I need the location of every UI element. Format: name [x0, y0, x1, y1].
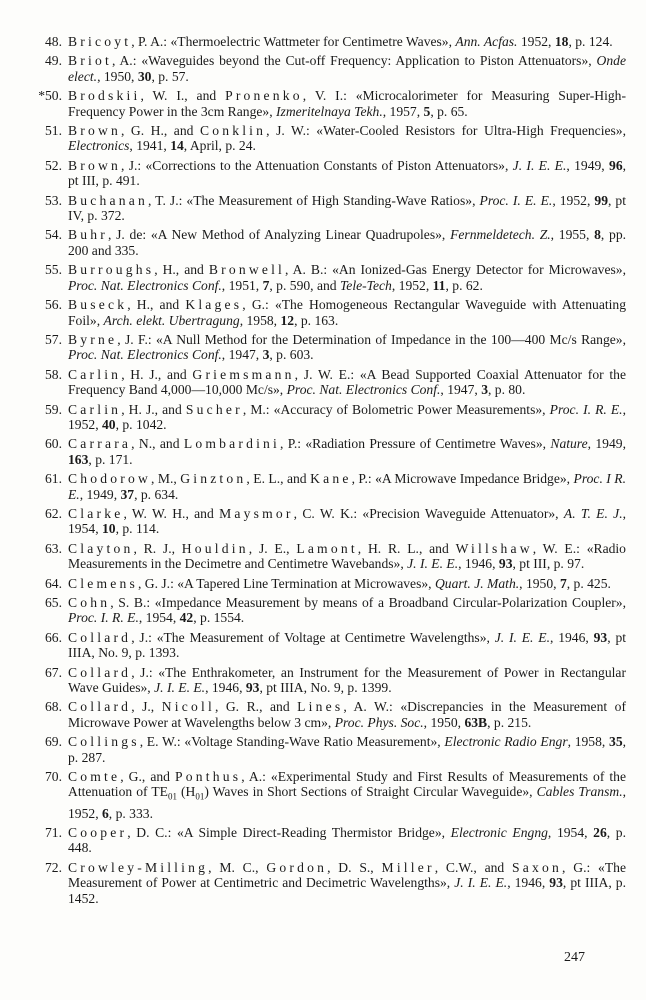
journal-title: Electronic Radio Engr: [444, 734, 568, 750]
author-name: Bronwell: [208, 262, 286, 278]
reference-number: 60.: [45, 436, 62, 452]
author-name: Willshaw: [455, 540, 533, 556]
reference-number: 67.: [45, 664, 62, 680]
volume-number: 26: [593, 825, 607, 840]
volume-number: 14: [170, 138, 184, 154]
author-name: Klages: [185, 297, 243, 313]
reference-segment: , p. 603.: [269, 347, 314, 363]
author-name: Bricoyt: [68, 34, 132, 49]
reference-text: [68, 699, 626, 730]
reference-segment: , pt III, p. 97.: [512, 556, 585, 572]
reference-segment: , A. W.: «Discrepancies in the Measurement of Microwave Power at Wavelengths below 3 cm»,: [68, 699, 626, 730]
reference-segment: , pt IIIA, No. 9, p. 1393.: [68, 629, 627, 661]
volume-number: 6: [101, 805, 109, 821]
reference-segment: , E. W.: «Voltage Standing-Wave Ratio Measurement»,: [139, 734, 445, 750]
journal-title: J. I. E. E.: [512, 157, 567, 173]
reference-text: [68, 665, 626, 696]
reference-segment: , 1947,: [440, 382, 482, 398]
volume-number: 63B: [464, 714, 488, 730]
reference-text: [68, 769, 626, 821]
reference-text: [68, 734, 626, 765]
reference-entry: [34, 471, 626, 502]
reference-entry: [34, 506, 626, 537]
reference-entry: [34, 860, 626, 906]
author-name: Lombardini: [183, 436, 281, 452]
reference-number: 52.: [45, 157, 62, 173]
journal-title: J. I. E. E.: [454, 875, 508, 891]
reference-text: [68, 262, 626, 293]
reference-number: 70.: [45, 769, 62, 785]
volume-number: 18: [554, 34, 569, 49]
reference-number: 59.: [45, 401, 62, 417]
reference-segment: , 1950,: [519, 575, 560, 591]
author-name: Sucher: [185, 401, 243, 417]
author-name: Collard: [68, 664, 132, 680]
author-name: Buchanan: [68, 192, 148, 208]
author-name: Carlin: [68, 366, 122, 382]
reference-entry: [34, 769, 626, 821]
reference-number: 56.: [45, 297, 62, 313]
author-name: Miller: [381, 859, 435, 875]
reference-number: 66.: [45, 629, 62, 645]
reference-segment: , G., and: [120, 769, 175, 785]
reference-text: [68, 541, 626, 572]
author-name: Kane: [310, 471, 352, 487]
reference-entry: [34, 193, 626, 224]
reference-segment: , p. 171.: [88, 451, 133, 467]
author-name: Pronenko: [225, 88, 303, 104]
reference-segment: , J. W. E.: «A Bead Supported Coaxial Attenuator for the Frequency Band 4,000—10,000 Mc/s»,: [68, 366, 626, 398]
journal-title: Proc. Nat. Electronics Conf.: [68, 277, 222, 293]
reference-segment: , J. W.: «Water-Cooled Resistors for Ultra-High Frequencies»,: [266, 123, 626, 139]
reference-entry: [34, 158, 626, 189]
volume-number: 30: [137, 68, 152, 84]
author-name: Collings: [68, 734, 140, 750]
volume-number: 93: [245, 680, 260, 696]
reference-segment: , pt IIIA, No. 9, p. 1399.: [259, 680, 392, 696]
reference-segment: , A.: «Waveguides beyond the Cut-off Frequency: Application to Piston Attenuators»,: [111, 53, 597, 69]
journal-title: Ann. Acfas.: [455, 34, 518, 49]
author-name: Buhr: [68, 227, 108, 243]
reference-segment: , 1947,: [221, 347, 263, 363]
volume-number: 163: [68, 451, 89, 467]
journal-title: Onde elect.: [68, 53, 626, 84]
reference-segment: 01: [167, 792, 177, 803]
reference-segment: , p. 425.: [566, 575, 611, 591]
reference-segment: , C. W. K.: «Precision Waveguide Attenuator»,: [293, 505, 564, 521]
reference-text: [68, 471, 626, 502]
journal-title: J. I. E. E.: [407, 556, 459, 572]
volume-number: 11: [432, 277, 446, 293]
author-name: Cooper: [68, 825, 128, 840]
reference-segment: , p. 287.: [68, 734, 627, 765]
reference-entry: [34, 123, 626, 154]
author-name: Carrara: [68, 436, 132, 452]
volume-number: 10: [101, 521, 116, 537]
reference-entry: [34, 367, 626, 398]
volume-number: 96: [609, 157, 623, 173]
author-name: Crowley-Milling: [68, 859, 209, 875]
reference-segment: (H: [176, 784, 196, 800]
reference-entry: [34, 262, 626, 293]
reference-segment: , pt III, p. 491.: [68, 157, 627, 189]
reference-segment: , 1950,: [97, 68, 138, 84]
journal-title: Proc. I. R. E.: [549, 401, 623, 417]
author-name: Ponthus: [174, 769, 242, 785]
volume-number: 12: [280, 312, 295, 328]
author-name: Nicoll: [161, 699, 215, 715]
reference-text: [68, 88, 626, 119]
journal-title: Quart. J. Math.: [434, 575, 520, 591]
reference-number: 49.: [45, 53, 62, 69]
journal-title: Arch. elekt. Ubertragung: [103, 312, 240, 328]
page-number: 247: [564, 950, 585, 965]
author-name: Brown: [68, 157, 122, 173]
reference-segment: , M. C.,: [208, 859, 267, 875]
reference-segment: , M.: «Accuracy of Bolometric Power Measurements»,: [242, 401, 550, 417]
reference-segment: , p. 333.: [108, 805, 153, 821]
reference-text: [68, 332, 626, 363]
reference-entry: [34, 402, 626, 433]
reference-segment: , 1958,: [239, 312, 281, 328]
reference-number: 65.: [45, 595, 62, 610]
reference-segment: , 1949,: [587, 436, 626, 452]
author-name: Chodorow: [68, 471, 151, 487]
reference-segment: , 1958,: [567, 734, 610, 750]
reference-text: [68, 402, 626, 433]
reference-segment: , p. 590, and: [269, 277, 340, 293]
reference-text: [68, 158, 626, 189]
reference-segment: , 1946,: [549, 629, 594, 645]
journal-title: J. I. E. E.: [154, 680, 206, 696]
volume-number: 5: [423, 103, 431, 119]
author-name: Griemsmann: [192, 366, 295, 382]
reference-segment: , G.: «The Measurement of Power at Centimetric and Decimetric Wavelengths»,: [68, 859, 626, 891]
reference-number: 64.: [45, 575, 62, 591]
reference-entry: [34, 227, 626, 258]
journal-title: Proc. Nat. Electronics Conf.: [286, 382, 441, 398]
author-name: Houldin: [181, 540, 249, 556]
reference-segment: , D. C.: «A Simple Direct-Reading Thermistor Bridge»,: [127, 825, 451, 840]
author-name: Gordon: [266, 859, 328, 875]
reference-entry: [34, 88, 626, 119]
journal-title: Proc. Phys. Soc.: [334, 714, 424, 730]
reference-segment: , V. I.: «Microcalorimeter for Measuring Super-High-Frequency Power in the 3cm Range»,: [68, 88, 626, 119]
reference-text: [68, 436, 626, 467]
journal-title: J. I. E. E.: [494, 629, 550, 645]
reference-entry: [34, 734, 626, 765]
journal-title: Cables Transm.: [536, 784, 623, 800]
reference-segment: , S. B.: «Impedance Measurement by means of a Broadband Circular-Polarization Coupler»,: [110, 595, 626, 610]
reference-list: [0, 34, 646, 910]
reference-segment: , 1950,: [423, 714, 465, 730]
reference-entry: [34, 576, 626, 591]
volume-number: 40: [101, 416, 116, 432]
author-name: Clayton: [68, 540, 134, 556]
volume-number: 37: [120, 486, 135, 502]
author-name: Ginzton: [180, 471, 247, 487]
author-name: Conklin: [199, 123, 267, 139]
reference-number: 48.: [45, 34, 62, 49]
reference-segment: , W. W. H., and: [123, 505, 220, 521]
journal-title: Proc. I R. E.: [68, 471, 626, 502]
reference-segment: , p. 80.: [487, 382, 526, 398]
author-name: Cohn: [68, 595, 111, 610]
reference-entry: [34, 297, 626, 328]
reference-text: [68, 630, 626, 661]
reference-segment: , T. J.: «The Measurement of High Standing-Wave Ratios»,: [147, 192, 480, 208]
reference-segment: , p. 448.: [68, 825, 626, 856]
reference-entry: [34, 436, 626, 467]
author-name: Briot: [68, 53, 112, 69]
journal-title: Proc. I. R. E.: [68, 610, 139, 626]
reference-text: [68, 506, 626, 537]
reference-segment: , p. 1042.: [115, 416, 167, 432]
reference-number: 62.: [45, 505, 62, 521]
reference-segment: , G. H., and: [121, 123, 200, 139]
reference-text: [68, 825, 626, 856]
reference-segment: , 1951,: [221, 277, 263, 293]
reference-segment: , J. E.,: [248, 540, 297, 556]
reference-number: 57.: [45, 331, 62, 347]
author-name: Brown: [68, 123, 122, 139]
reference-segment: , pt IV, p. 372.: [68, 192, 627, 224]
reference-segment: , April, p. 24.: [183, 138, 256, 154]
reference-segment: , pt IIIA, p. 1452.: [68, 875, 626, 906]
author-name: Lines: [297, 699, 344, 715]
reference-segment: , J. de: «A New Method of Analyzing Linear Quadrupoles»,: [108, 227, 451, 243]
reference-segment: , J.: «Corrections to the Attenuation Constants of Piston Attenuators»,: [121, 157, 513, 173]
reference-segment: , 1954,: [68, 505, 627, 537]
reference-text: [68, 123, 626, 154]
author-name: Collard: [68, 699, 132, 715]
journal-title: Fernmeldetech. Z.: [450, 227, 551, 243]
journal-title: Izmeritelnaya Tekh.: [276, 103, 383, 119]
reference-segment: , p. 163.: [294, 312, 339, 328]
volume-number: 7: [559, 575, 567, 591]
author-name: Buseck: [68, 297, 128, 313]
reference-segment: , P.: «Radiation Pressure of Centimetre Waves»,: [280, 436, 551, 452]
author-name: Byrne: [68, 331, 118, 347]
reference-text: [68, 297, 626, 328]
reference-number: 53.: [45, 192, 62, 208]
author-name: Maysmor: [219, 505, 294, 521]
reference-segment: , A. B.: «An Ionized-Gas Energy Detector for Microwaves»,: [285, 262, 626, 278]
reference-segment: 01: [195, 792, 205, 803]
author-name: Lamont: [296, 540, 358, 556]
reference-entry: [34, 665, 626, 696]
reference-entry: [34, 541, 626, 572]
reference-text: [68, 576, 626, 591]
reference-text: [68, 860, 626, 906]
reference-segment: , 1946,: [507, 875, 550, 891]
volume-number: 99: [594, 192, 608, 208]
reference-segment: , E. L., and: [246, 471, 311, 487]
reference-segment: , G.: «The Homogeneous Rectangular Waveguide with Attenuating Foil»,: [68, 297, 626, 328]
reference-number: 54.: [45, 227, 62, 243]
author-name: Collard: [68, 629, 132, 645]
author-name: Clemens: [68, 575, 138, 591]
reference-segment: , p. 215.: [487, 714, 532, 730]
reference-segment: , p. 1554.: [193, 610, 245, 626]
journal-title: Nature: [550, 436, 588, 452]
reference-entry: [34, 595, 626, 626]
reference-segment: , R. J.,: [133, 540, 182, 556]
reference-segment: , p. 124.: [568, 34, 613, 49]
reference-number: 69.: [45, 734, 62, 750]
reference-segment: , 1952,: [391, 277, 433, 293]
author-name: Brodskii: [68, 88, 141, 104]
volume-number: 8: [594, 227, 601, 243]
author-name: Saxon: [512, 859, 563, 875]
reference-segment: , J.: «The Enthrakometer, an Instrument for the Measurement of Power in Rectangular Wave Guides»,: [68, 664, 626, 696]
reference-number: 51.: [45, 123, 62, 139]
reference-segment: , 1946,: [205, 680, 246, 696]
reference-segment: , W. E.: «Radio Measurements in the Decimetre and Centimetre Wavebands»,: [68, 540, 626, 572]
reference-segment: , D. S.,: [327, 859, 382, 875]
reference-segment: , 1954,: [547, 825, 594, 840]
reference-segment: , 1941,: [129, 138, 171, 154]
author-name: Clarke: [68, 505, 124, 521]
reference-segment: , 1954,: [138, 610, 180, 626]
reference-segment: , 1949,: [79, 486, 121, 502]
reference-segment: , A.: «Experimental Study and First Results of Measurements of the Attenuation of TE: [68, 769, 626, 800]
reference-segment: , W. I., and: [140, 88, 226, 104]
reference-segment: , p. 634.: [134, 486, 179, 502]
reference-segment: , 1952,: [552, 192, 595, 208]
reference-segment: , P. A.: «Thermoelectric Wattmeter for Centimetre Waves»,: [131, 34, 456, 49]
reference-text: [68, 193, 626, 224]
reference-segment: , H. J., and: [121, 401, 186, 417]
reference-segment: , J.,: [131, 699, 162, 715]
reference-number: 71.: [45, 825, 62, 840]
reference-segment: ) Waves in Short Sections of Straight Circular Waveguide»,: [204, 784, 537, 800]
reference-segment: 1952,: [517, 34, 555, 49]
reference-segment: , 1957,: [382, 103, 424, 119]
volume-number: 35: [609, 734, 623, 750]
reference-segment: , 1946,: [458, 556, 499, 572]
volume-number: 93: [549, 875, 563, 891]
reference-entry: [34, 332, 626, 363]
volume-number: 42: [179, 610, 194, 626]
author-name: Carlin: [68, 401, 122, 417]
reference-segment: , H., and: [154, 262, 209, 278]
reference-segment: , J. F.: «A Null Method for the Determination of Impedance in the 100—400 Mc/s Range»,: [117, 331, 626, 347]
reference-segment: , 1949,: [566, 157, 610, 173]
reference-segment: , M.,: [151, 471, 181, 487]
volume-number: 7: [262, 277, 270, 293]
reference-segment: , p. 65.: [430, 103, 468, 119]
journal-title: Tele-Tech: [339, 277, 392, 293]
reference-entry: [34, 699, 626, 730]
author-name: Burroughs: [68, 262, 155, 278]
reference-number: 58.: [45, 366, 62, 382]
reference-segment: , p. 114.: [115, 521, 160, 537]
reference-text: [68, 367, 626, 398]
author-name: Comte: [68, 769, 121, 785]
volume-number: 3: [481, 382, 488, 398]
reference-number: *50.: [38, 88, 62, 104]
reference-segment: , 1952,: [68, 784, 626, 821]
reference-text: [68, 34, 626, 49]
reference-segment: , 1952,: [68, 401, 626, 432]
reference-number: 61.: [45, 471, 62, 487]
reference-segment: , C.W., and: [434, 859, 513, 875]
reference-segment: , pp. 200 and 335.: [68, 227, 627, 258]
reference-entry: [34, 34, 626, 49]
journal-title: Electronics: [68, 138, 130, 154]
journal-title: Electronic Engng: [450, 825, 548, 840]
reference-segment: , G. J.: «A Tapered Line Termination at Microwaves»,: [137, 575, 435, 591]
reference-number: 55.: [45, 262, 62, 278]
reference-number: 72.: [45, 859, 62, 875]
journal-title: Proc. Nat. Electronics Conf.: [68, 347, 222, 363]
reference-text: [68, 595, 626, 626]
journal-title: Proc. I. E. E.: [479, 192, 553, 208]
reference-segment: , H. R. L., and: [357, 540, 456, 556]
reference-segment: , p. 62.: [445, 277, 483, 293]
reference-text: [68, 227, 626, 258]
volume-number: 3: [262, 347, 270, 363]
reference-segment: , N., and: [131, 436, 184, 452]
reference-segment: , 1955,: [550, 227, 595, 243]
reference-segment: , J.: «The Measurement of Voltage at Centimetre Wavelengths»,: [131, 629, 495, 645]
reference-text: [68, 53, 626, 84]
volume-number: 93: [498, 556, 513, 572]
reference-segment: , P.: «A Microwave Impedance Bridge»,: [351, 471, 574, 487]
reference-number: 63.: [45, 540, 62, 556]
reference-entry: [34, 825, 626, 856]
reference-entry: [34, 630, 626, 661]
volume-number: 93: [593, 629, 608, 645]
journal-title: A. T. E. J.: [563, 505, 623, 521]
reference-segment: , H., and: [127, 297, 186, 313]
reference-segment: , G. R., and: [214, 699, 298, 715]
reference-segment: , p. 57.: [151, 68, 189, 84]
reference-segment: , H. J., and: [121, 366, 193, 382]
reference-number: 68.: [45, 699, 62, 715]
reference-entry: [34, 53, 626, 84]
